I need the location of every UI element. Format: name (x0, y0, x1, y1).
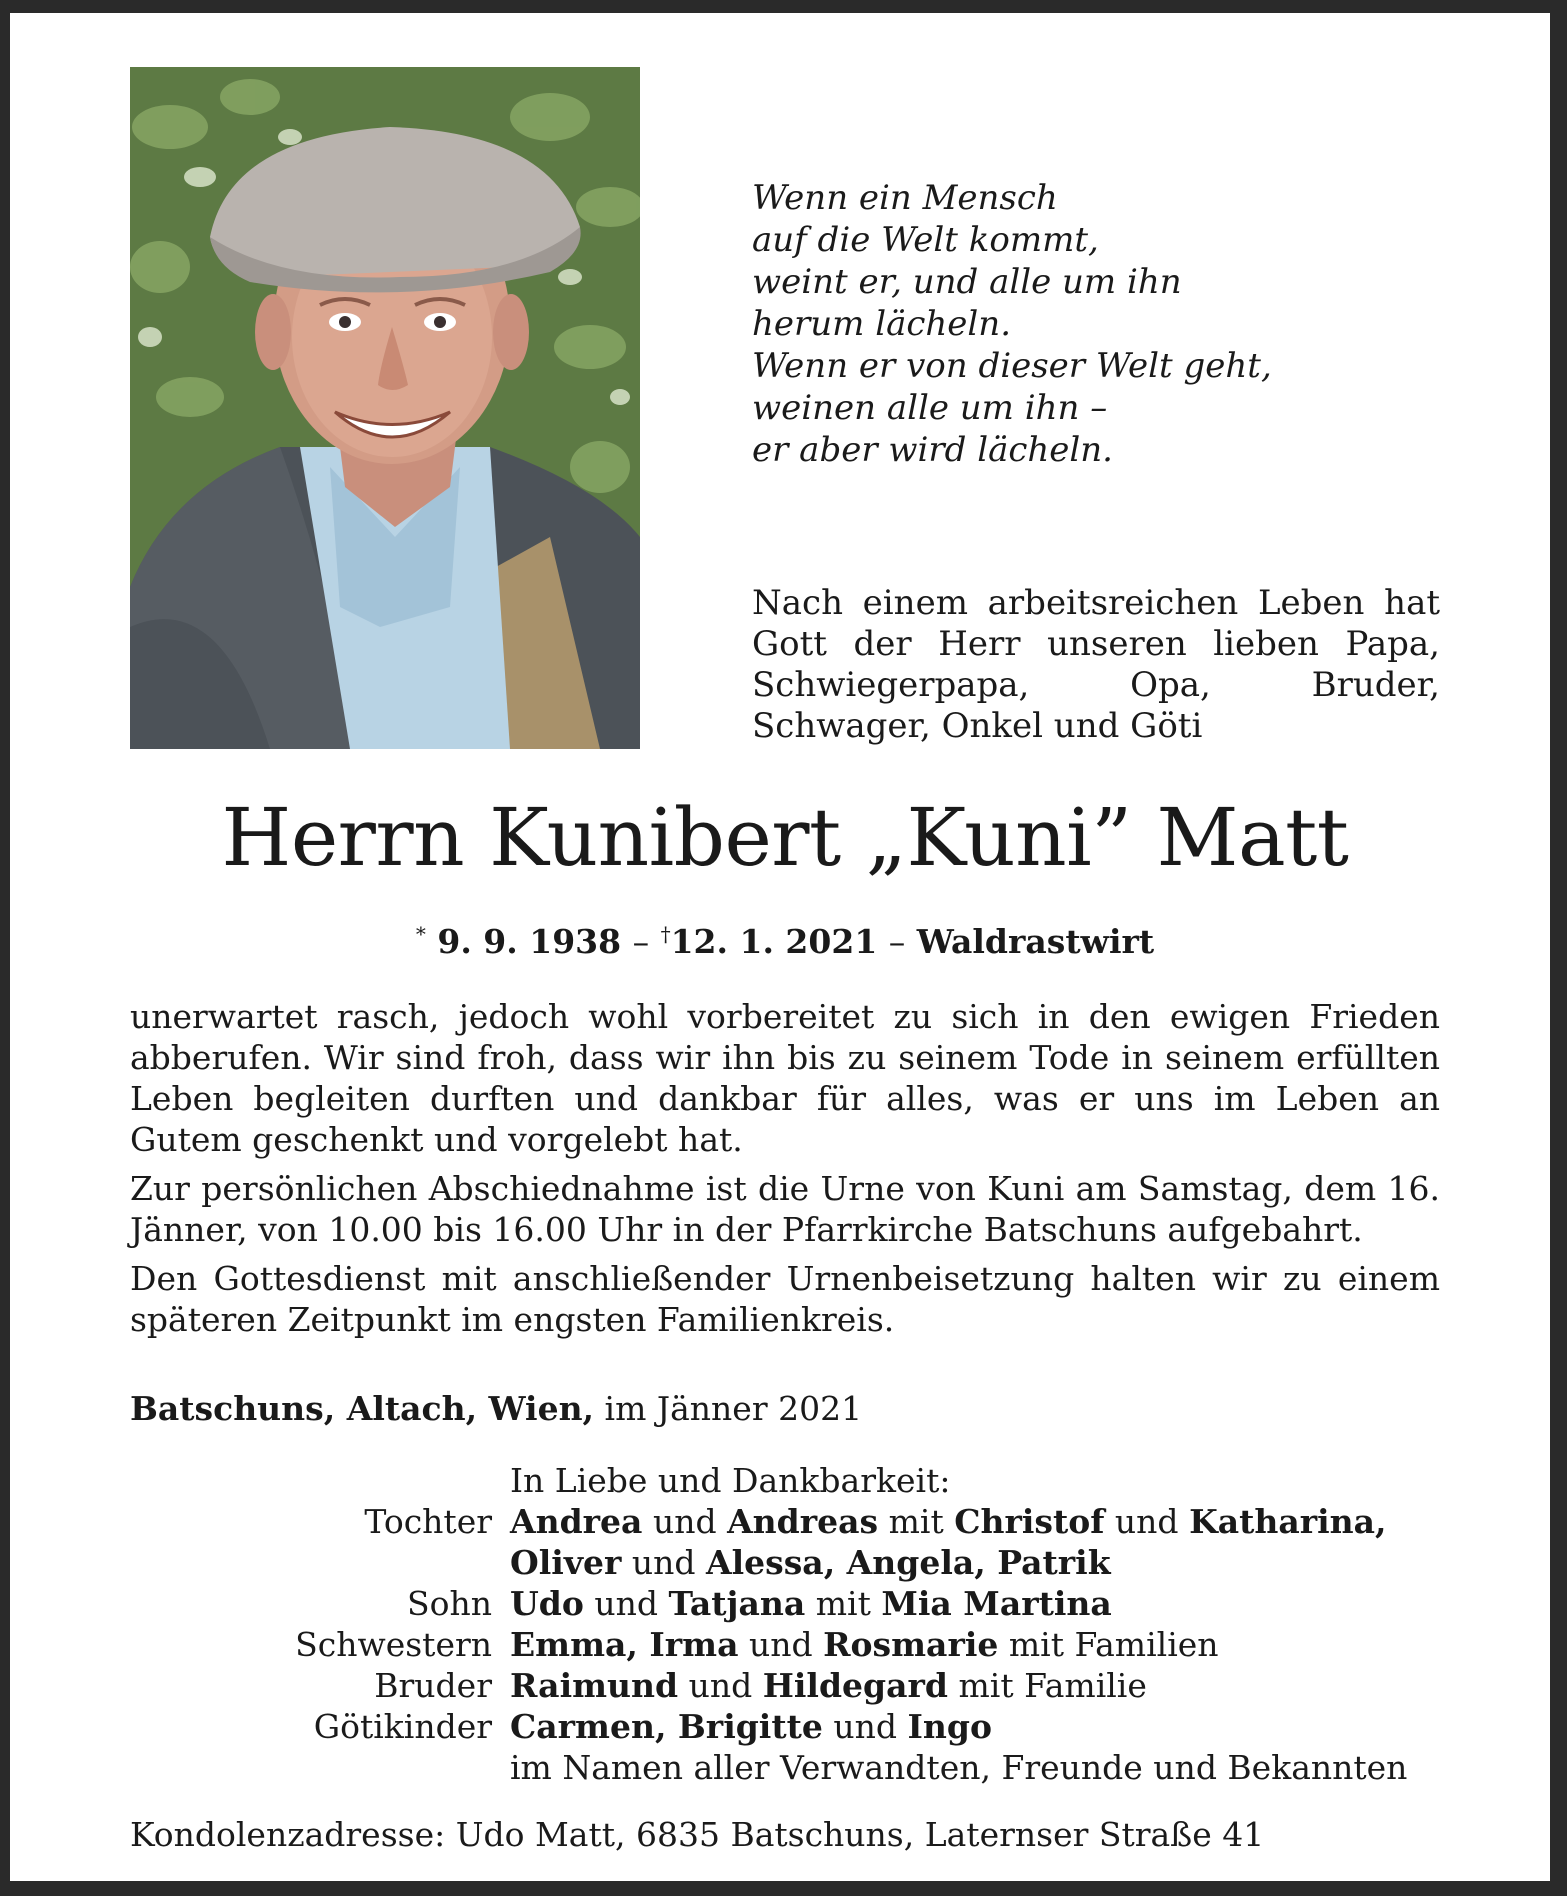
birth-symbol: * (415, 922, 426, 946)
occupation: Waldrastwirt (916, 922, 1155, 961)
intro-text: Nach einem arbeitsreichen Leben hat Gott der Herr unseren lieben Papa, Schwiegerpapa, Opa, Bruder, Schwager, Onkel und Göti (752, 583, 1440, 746)
relation-names (510, 1624, 1219, 1665)
relation-label: Schwestern (295, 1625, 492, 1664)
family-row-tochter-cont (130, 1542, 1440, 1583)
connector: und (688, 1666, 753, 1705)
family-name: Tatjana (668, 1584, 806, 1623)
body-text (130, 996, 1440, 1348)
family-name: Andreas (727, 1502, 879, 1541)
relation-names (510, 1706, 992, 1747)
connector: mit (815, 1584, 871, 1623)
family-name: Rosmarie (823, 1625, 999, 1664)
poem-line: Wenn ein Mensch (752, 178, 1058, 218)
poem-line: weint er, und alle um ihn (752, 262, 1182, 302)
relation-names (510, 1665, 1147, 1706)
relation-label: Sohn (407, 1584, 492, 1623)
relation-names (510, 1501, 1387, 1542)
place-date: im Jänner 2021 (604, 1389, 863, 1428)
family-name: Christof (954, 1502, 1105, 1541)
portrait-photo (130, 67, 640, 749)
poem-line: weinen alle um ihn – (752, 388, 1108, 428)
death-symbol: † (660, 922, 671, 946)
relation-names (510, 1542, 1111, 1583)
family-list (130, 1501, 1440, 1788)
family-name: Mia Martina (881, 1584, 1112, 1623)
birth-date: 9. 9. 1938 (437, 922, 622, 961)
occupation-separator: – (888, 922, 906, 961)
connector: und (1114, 1502, 1179, 1541)
relation-label-empty (130, 1747, 510, 1788)
connector: und (833, 1707, 897, 1746)
poem-line: auf die Welt kommt, (752, 220, 1099, 260)
paragraph: unerwartet rasch, jedoch wohl vorbereitet zu sich in den ewigen Frieden abberufen. Wir sind froh, dass wir ihn bis zu seinem Tode in seinem erfüllten Leben begleiten durften und dankbar für alles, was er uns im Leben an Gutem geschenkt und vorgelebt hat. (130, 997, 1440, 1159)
closing-line: im Namen aller Verwandten, Freunde und Bekannten (510, 1748, 1408, 1787)
family-row-sohn (130, 1583, 1440, 1624)
paragraph: Den Gottesdienst mit anschließender Urnenbeisetzung halten wir zu einem späteren Zeitpunkt im engsten Familienkreis. (130, 1259, 1440, 1339)
death-date: 12. 1. 2021 (670, 922, 878, 961)
dates-separator: – (632, 922, 650, 961)
relation-label-empty (130, 1542, 510, 1583)
place-date-line (130, 1388, 862, 1429)
family-row-schwestern (130, 1624, 1440, 1665)
family-row-bruder (130, 1665, 1440, 1706)
family-name: Emma, Irma (510, 1625, 739, 1664)
portrait-illustration (130, 67, 640, 749)
relation-names (510, 1583, 1112, 1624)
paragraph: Zur persönlichen Abschiednahme ist die Urne von Kuni am Samstag, dem 16. Jänner, von 10.00 bis 16.00 Uhr in der Pfarrkirche Batschuns aufgebahrt. (130, 1169, 1440, 1249)
life-dates (130, 913, 1440, 963)
family-row-tochter (130, 1501, 1440, 1542)
poem-line: Wenn er von dieser Welt geht, (752, 346, 1272, 386)
relation-label: Bruder (374, 1666, 492, 1705)
connector: und (748, 1625, 813, 1664)
family-name: Oliver (510, 1543, 622, 1582)
condolence-address: Kondolenzadresse: Udo Matt, 6835 Batschuns, Laternser Straße 41 (130, 1815, 1265, 1854)
family-name: Andrea (510, 1502, 643, 1541)
family-name: Ingo (907, 1707, 992, 1746)
relation-label: Tochter (364, 1502, 492, 1541)
deceased-name: Herrn Kunibert „Kuni” Matt (221, 791, 1349, 884)
family-name: Raimund (510, 1666, 679, 1705)
family-name: Hildegard (762, 1666, 948, 1705)
family-name: Udo (510, 1584, 584, 1623)
dedication-line: In Liebe und Dankbarkeit: (510, 1461, 951, 1500)
connector: und (594, 1584, 659, 1623)
family-row-goetikinder (130, 1706, 1440, 1747)
family-name: Alessa, Angela, Patrik (706, 1543, 1111, 1582)
family-name: Katharina, (1189, 1502, 1387, 1541)
family-name: Carmen, Brigitte (510, 1707, 823, 1746)
connector: mit Familien (1008, 1625, 1219, 1664)
connector: und (652, 1502, 717, 1541)
obituary-page (10, 13, 1550, 1881)
connector: mit Familie (958, 1666, 1147, 1705)
connector: mit (888, 1502, 944, 1541)
poem-line: er aber wird lächeln. (752, 430, 1113, 470)
poem (752, 177, 1272, 471)
relation-label: Götikinder (313, 1707, 492, 1746)
family-row-closing (130, 1747, 1440, 1788)
poem-line: herum lächeln. (752, 304, 1012, 344)
place-locations: Batschuns, Altach, Wien, (130, 1389, 595, 1428)
connector: und (631, 1543, 696, 1582)
